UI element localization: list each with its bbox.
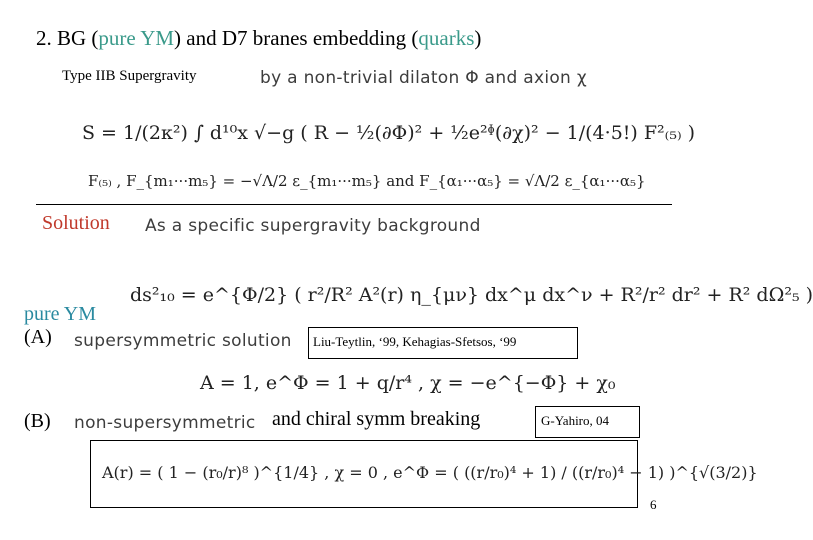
supersymmetric-solution-text: supersymmetric solution (74, 331, 292, 351)
type-iib-label: Type IIB Supergravity (62, 68, 197, 84)
action-equation: S = 1/(2κ²) ∫ d¹⁰x √−g ( R − ½(∂Φ)² + ½e²ᶲ(∂χ)² − 1/(4·5!) F²₍₅₎ ) (82, 122, 696, 144)
flux-equation: F₍₅₎ , F_{m₁···m₅} = −√Λ/2 ε_{m₁···m₅} and F_{α₁···α₅} = √Λ/2 ε_{α₁···α₅} (88, 172, 646, 190)
section-divider (36, 204, 672, 205)
slide-title (36, 26, 481, 51)
title-suffix: ) (474, 26, 482, 50)
solution-description: As a specific supergravity background (145, 216, 481, 236)
case-b-label: (B) (24, 410, 51, 432)
non-supersymmetric-text: non-supersymmetric (74, 413, 256, 433)
case-a-label: (A) (24, 326, 52, 348)
chiral-symmetry-text: and chiral symm breaking (272, 408, 481, 430)
metric-equation: ds²₁₀ = e^{Φ/2} ( r²/R² A²(r) η_{μν} dx^μ dx^ν + R²/r² dr² + R² dΩ²₅ ) (130, 284, 813, 306)
solution-b-equation: A(r) = ( 1 − (r₀/r)⁸ )^{1/4} , χ = 0 , e^Φ = ( ((r/r₀)⁴ + 1) / ((r/r₀)⁴ − 1) )^{√(3/2)} (102, 463, 758, 482)
title-mid: ) and D7 branes embedding ( (174, 26, 419, 50)
solution-a-equation: A = 1, e^Φ = 1 + q/r⁴ , χ = −e^{−Φ} + χ₀ (200, 372, 616, 394)
title-prefix: 2. BG ( (36, 26, 99, 50)
pure-ym-label: pure YM (24, 303, 97, 325)
solution-label: Solution (42, 212, 110, 234)
dilaton-axion-text: by a non-trivial dilaton Φ and axion χ (260, 68, 587, 88)
reference-b-text: G-Yahiro, 04 (541, 413, 610, 428)
reference-a-text: Liu-Teytlin, ‘99, Kehagias-Sfetsos, ‘99 (313, 334, 517, 349)
title-quarks: quarks (418, 26, 475, 50)
page-number: 6 (650, 497, 657, 512)
title-pure-ym: pure YM (98, 26, 175, 50)
